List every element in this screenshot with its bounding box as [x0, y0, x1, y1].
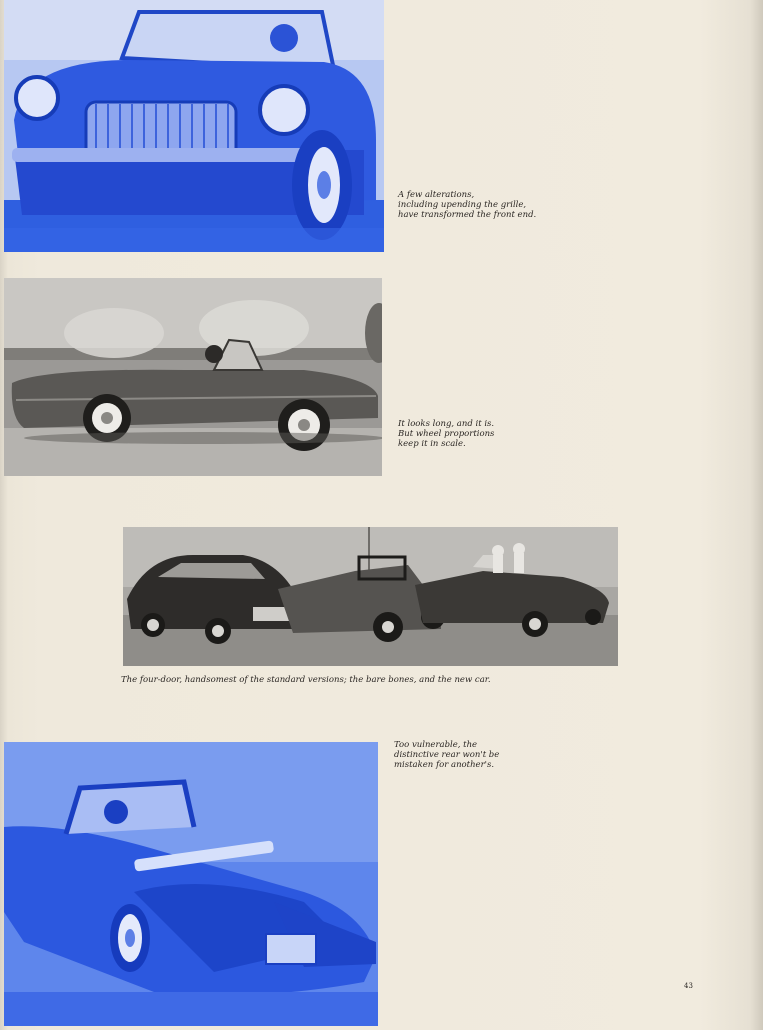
- photo-front-end: [4, 0, 384, 252]
- page-number: 43: [684, 982, 693, 990]
- photo-rear: [4, 742, 378, 1026]
- photo-side-profile: [4, 278, 382, 476]
- caption-front-end: A few alterations, including upending the grille, have transformed the front end.: [398, 190, 537, 220]
- caption-side-profile: It looks long, and it is. But wheel proportions keep it in scale.: [398, 419, 495, 449]
- caption-rear: Too vulnerable, the distinctive rear won't be mistaken for another's.: [394, 740, 500, 770]
- photo-lineup: [123, 527, 618, 666]
- caption-lineup: The four-door, handsomest of the standard versions; the bare bones, and the new car.: [121, 675, 491, 685]
